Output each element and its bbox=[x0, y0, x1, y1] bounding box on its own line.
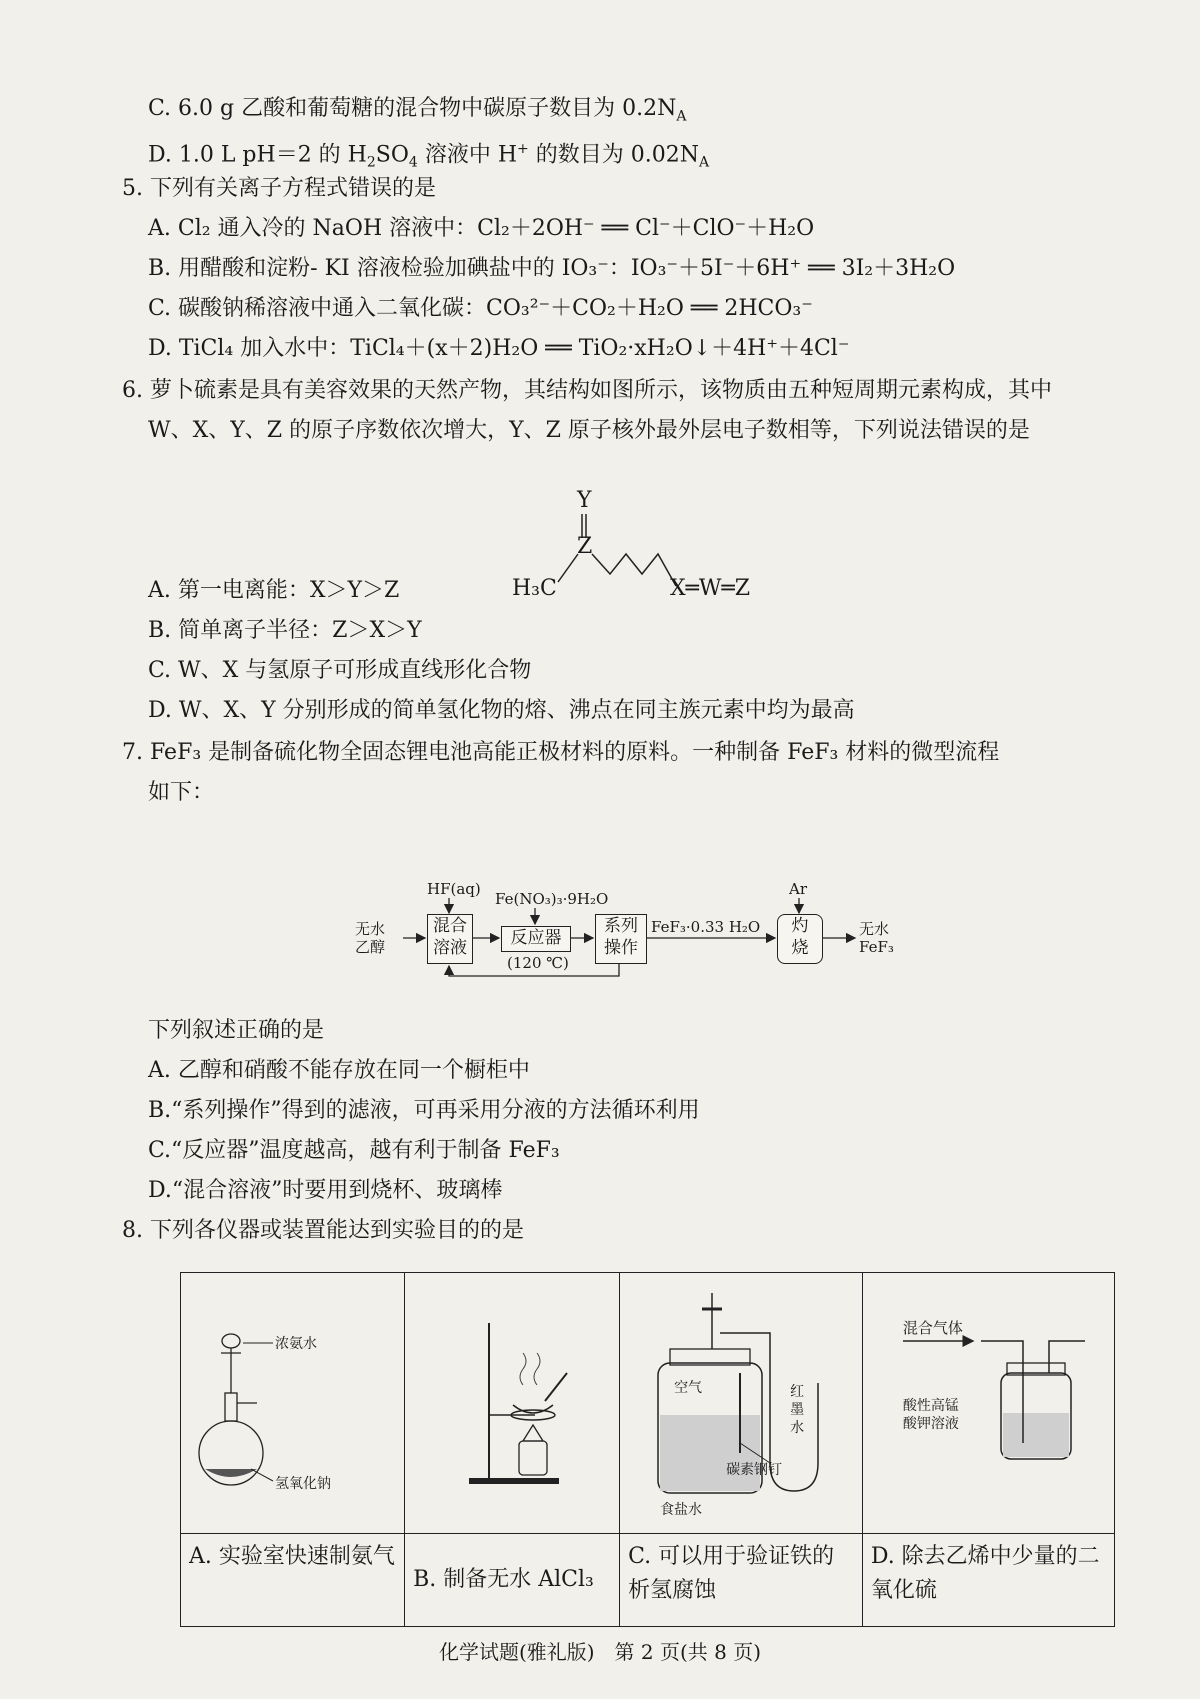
q5-stem: 5. 下列有关离子方程式错误的是 bbox=[122, 176, 436, 201]
label-kmno4: 酸性高锰 酸钾溶液 bbox=[902, 1398, 959, 1432]
q4d-sub4: 4 bbox=[408, 154, 418, 171]
q6-option-a: A. 第一电离能：X＞Y＞Z bbox=[148, 578, 400, 603]
page-footer: 化学试题(雅礼版) 第 2 页(共 8 页) bbox=[438, 1640, 762, 1664]
label-air: 空气 bbox=[674, 1380, 703, 1396]
q4-option-c bbox=[148, 94, 686, 131]
apparatus-a bbox=[181, 1273, 405, 1534]
q5-option-d: D. TiCl₄ 加入水中：TiCl₄＋(x＋2)H₂O ══ TiO₂·xH₂O↓＋4H⁺＋4Cl⁻ bbox=[148, 336, 850, 361]
atom-z-top: Z bbox=[577, 534, 593, 559]
label-conc-ammonia: 浓氨水 bbox=[275, 1336, 317, 1352]
q4d-a: D. 1.0 L pH＝2 的 H bbox=[148, 142, 367, 168]
label-steel-nail: 碳素钢钉 bbox=[726, 1462, 783, 1478]
q7-question: 下列叙述正确的是 bbox=[148, 1018, 325, 1043]
q4d-b: SO bbox=[375, 142, 409, 168]
q5-option-a: A. Cl₂ 通入冷的 NaOH 溶液中：Cl₂＋2OH⁻ ══ Cl⁻＋ClO⁻＋H₂O bbox=[148, 216, 815, 241]
q4-option-d bbox=[148, 134, 709, 178]
flow-fe-nitrate: Fe(NO₃)₃·9H₂O bbox=[495, 890, 609, 908]
q7-option-d: D.“混合溶液”时要用到烧杯、玻璃棒 bbox=[148, 1178, 503, 1203]
apparatus-d bbox=[862, 1273, 1114, 1534]
corrosion-apparatus-drawing bbox=[620, 1273, 860, 1533]
ammonia-apparatus-drawing bbox=[181, 1273, 401, 1533]
q4d-c: 溶液中 H bbox=[417, 142, 518, 168]
group-xwz: X═W═Z bbox=[670, 576, 751, 601]
label-brine: 食盐水 bbox=[660, 1502, 703, 1518]
q6-option-c: C. W、X 与氢原子可形成直线形化合物 bbox=[148, 658, 532, 683]
apparatus-table bbox=[180, 1272, 1115, 1627]
caption-b: B. 制备无水 AlCl₃ bbox=[405, 1534, 620, 1627]
flow-input: 无水 乙醇 bbox=[355, 920, 386, 956]
caption-a: A. 实验室快速制氨气 bbox=[181, 1534, 405, 1627]
evaporation-apparatus-drawing bbox=[405, 1273, 619, 1533]
flow-box-mix: 混合 溶液 bbox=[427, 914, 473, 964]
label-naoh: 氢氧化钠 bbox=[275, 1476, 331, 1492]
flow-hf: HF(aq) bbox=[427, 880, 481, 898]
atom-y: Y bbox=[577, 488, 592, 513]
q6-option-b: B. 简单离子半径：Z＞X＞Y bbox=[148, 618, 422, 643]
apparatus-c bbox=[620, 1273, 863, 1534]
apparatus-b bbox=[405, 1273, 620, 1534]
flow-box-calcine: 灼 烧 bbox=[777, 914, 823, 964]
q7-option-b: B.“系列操作”得到的滤液，可再采用分液的方法循环利用 bbox=[148, 1098, 700, 1123]
caption-d: D. 除去乙烯中少量的二氧化硫 bbox=[862, 1534, 1114, 1627]
q7-option-c: C.“反应器”温度越高，越有利于制备 FeF₃ bbox=[148, 1138, 560, 1163]
flow-box-reactor: 反应器 bbox=[501, 926, 571, 952]
q8-stem: 8. 下列各仪器或装置能达到实验目的的是 bbox=[122, 1218, 524, 1243]
sulforaphane-structure bbox=[500, 490, 800, 620]
gas-washing-drawing bbox=[863, 1273, 1113, 1533]
q6-stem-line1: 6. 萝卜硫素是具有美容效果的天然产物，其结构如图所示，该物质由五种短周期元素构成，其中 bbox=[122, 378, 1052, 403]
q7-stem-line1: 7. FeF₃ 是制备硫化物全固态锂电池高能正极材料的原料。一种制备 FeF₃ 材料的微型流程 bbox=[122, 740, 1000, 765]
q4-option-c-sub: A bbox=[676, 108, 687, 125]
q4d-d: 的数目为 0.02N bbox=[528, 142, 699, 168]
q7-option-a: A. 乙醇和硝酸不能存放在同一个橱柜中 bbox=[148, 1058, 530, 1083]
label-mixed-gas: 混合气体 bbox=[902, 1319, 963, 1337]
group-h3c: H₃C bbox=[512, 576, 557, 601]
q4-option-c-text: C. 6.0 g 乙酸和葡萄糖的混合物中碳原子数目为 0.2N bbox=[148, 96, 677, 121]
q4d-sub2: 2 bbox=[366, 154, 376, 171]
label-red-ink: 红 墨 水 bbox=[790, 1384, 805, 1436]
flow-argon: Ar bbox=[789, 880, 808, 898]
feF3-process-flow bbox=[355, 880, 925, 990]
q4d-sup: + bbox=[517, 141, 529, 157]
flow-box-series: 系列 操作 bbox=[595, 914, 647, 964]
q6-option-d: D. W、X、Y 分别形成的简单氢化物的熔、沸点在同主族元素中均为最高 bbox=[148, 698, 855, 723]
flow-intermediate: FeF₃·0.33 H₂O bbox=[651, 918, 761, 936]
q6-stem-line2: W、X、Y、Z 的原子序数依次增大，Y、Z 原子核外最外层电子数相等，下列说法错误的是 bbox=[148, 418, 1030, 443]
caption-c: C. 可以用于验证铁的析氢腐蚀 bbox=[620, 1534, 863, 1627]
q5-option-c: C. 碳酸钠稀溶液中通入二氧化碳：CO₃²⁻＋CO₂＋H₂O ══ 2HCO₃⁻ bbox=[148, 296, 813, 321]
q4d-suba: A bbox=[698, 154, 710, 171]
flow-output: 无水 FeF₃ bbox=[859, 920, 894, 956]
q7-stem-line2: 如下： bbox=[148, 780, 215, 805]
flow-temperature: (120 ℃) bbox=[507, 954, 569, 972]
q5-option-b: B. 用醋酸和淀粉- KI 溶液检验加碘盐中的 IO₃⁻：IO₃⁻＋5I⁻＋6H⁺ ══ 3I₂＋3H₂O bbox=[148, 256, 956, 281]
